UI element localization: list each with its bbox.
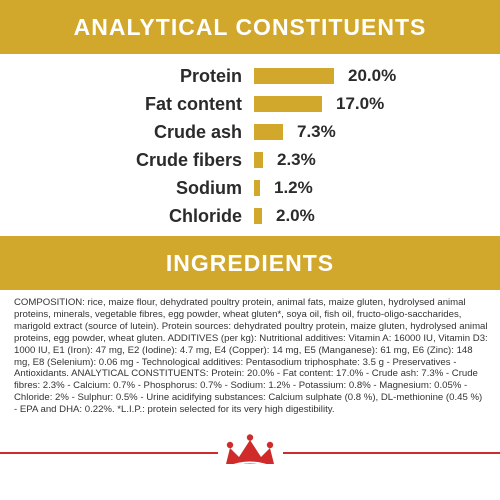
constituent-row: [0, 174, 500, 202]
constituent-value: 2.3%: [277, 150, 316, 169]
constituent-bar: [254, 124, 283, 140]
ingredients-banner: [0, 236, 500, 290]
constituent-label: Fat content: [145, 94, 242, 114]
constituent-label: Crude fibers: [135, 150, 242, 170]
constituent-row: [0, 146, 500, 174]
constituent-label: Sodium: [176, 178, 242, 198]
constituent-bar: [254, 208, 262, 224]
constituent-bar: [254, 152, 263, 168]
constituent-row: [0, 62, 500, 90]
footer-line-right: [283, 452, 500, 454]
constituent-value: 1.2%: [274, 178, 313, 197]
analytical-constituents-title: ANALYTICAL CONSTITUENTS: [73, 13, 427, 40]
royal-canin-crown-icon: [222, 434, 278, 470]
ingredients-title: INGREDIENTS: [165, 249, 335, 276]
constituent-label: Protein: [179, 66, 242, 86]
constituent-bar: [254, 96, 322, 112]
constituent-value: 7.3%: [297, 122, 336, 141]
constituent-bar: [254, 68, 334, 84]
constituent-row: [0, 202, 500, 230]
constituent-label: Chloride: [168, 206, 242, 226]
constituent-label: Crude ash: [153, 122, 242, 142]
constituent-row: [0, 118, 500, 146]
constituent-bar: [254, 180, 260, 196]
analytical-constituents-banner: [0, 0, 500, 54]
ingredients-text: COMPOSITION: rice, maize flour, dehydrated poultry protein, animal fats, maize gluten, hydrolysed animal proteins, minerals, vegetable fibres, egg powder, wheat gluten*, soya oil, fish oil, fructo-oligo-saccharides, marigold extract (source of lutein). Protein sources: dehydrated poultry protein, maize gluten, hydrolysed animal proteins, egg powder, wheat gluten. ADDITIVES (per kg): Nutritional additives: Vitamin A: 16000 IU, Vitamin D3: 1000 IU, E1 (Iron): 47 mg, E2 (Iodine): 4.7 mg, E4 (Copper): 14 mg, E5 (Manganese): 61 mg, E6 (Zinc): 148 mg, E8 (Selenium): 0.06 mg - Technological additives: Pentasodium triphosphate: 3.5 g - Preservatives - Antioxidants. ANALYTICAL CONSTITUENTS: Protein: 20.0% - Fat content: 17.0% - Crude ash: 7.3% - Crude fibres: 2.3% - Calcium: 0.7% - Phosphorus: 0.7% - Sodium: 1.2% - Potassium: 0.8% - Magnesium: 0.05% - Chloride: 2% - Sulphur: 0.5% - Urine acidifying substances: Calcium sulphate (0.8 %), DL-methionine (0.45 %) - EPA and DHA: 0.22%. *L.I.P.: protein selected for its very high digestibility.: [14, 297, 488, 416]
constituent-value: 2.0%: [276, 206, 315, 225]
constituent-row: [0, 90, 500, 118]
footer-line-left: [0, 452, 218, 454]
constituent-value: 20.0%: [348, 66, 397, 85]
constituent-value: 17.0%: [336, 94, 385, 113]
